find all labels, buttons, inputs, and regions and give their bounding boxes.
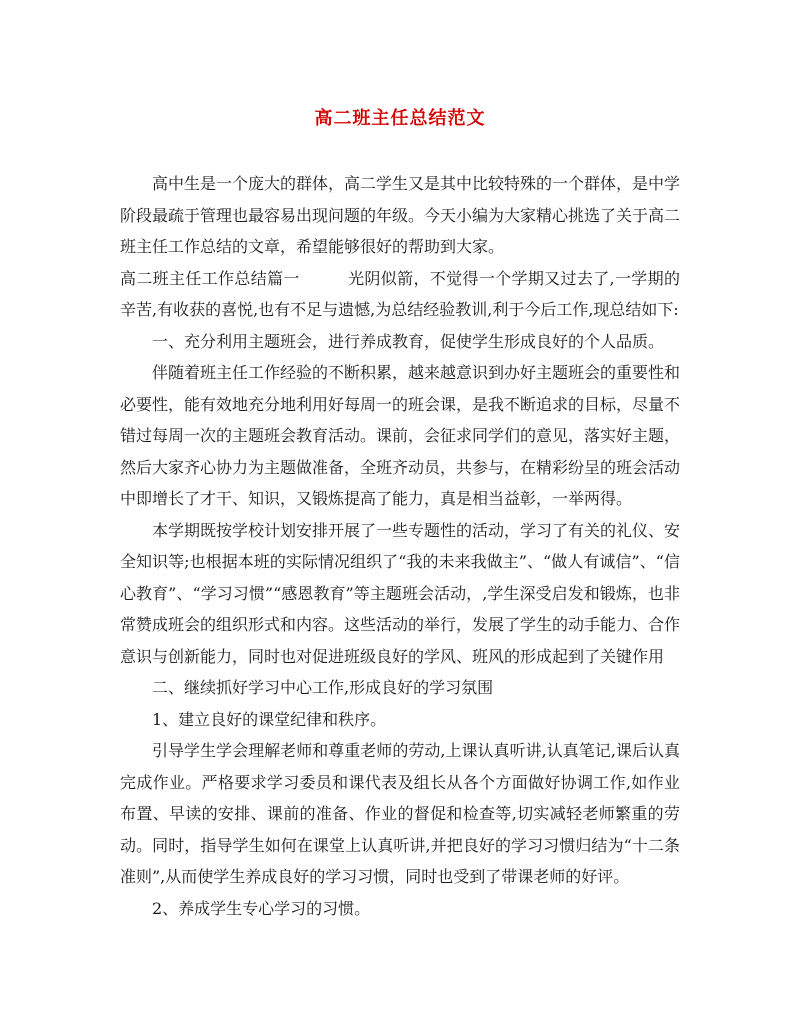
document-title: 高二班主任总结范文	[314, 108, 486, 129]
sub-point-two-heading: 2、养成学生专心学习的习惯。	[152, 898, 371, 918]
section-heading: 高二班主任工作总结篇一	[120, 268, 300, 288]
document-body	[120, 168, 680, 924]
point-one-paragraph-1: 伴随着班主任工作经验的不断积累，越来越意识到办好主题班会的重要性和必要性，能有效地充分地利用好每周一的班会课，是我不断追求的目标，尽量不错过每周一次的主题班会教育活动。课前，会征求同学们的意见，落实好主题，然后大家齐心协力为主题做准备，全班齐动员，共参与，在精彩纷呈的班会活动中即增长了才干、知识，又锻炼提高了能力，真是相当益彰，一举两得。	[120, 363, 681, 508]
section-opening-paragraph	[120, 263, 680, 326]
sub-point-one-heading: 1、建立良好的课堂纪律和秩序。	[152, 709, 387, 729]
point-one-paragraph-2: 本学期既按学校计划安排开展了一些专题性的活动，学习了有关的礼仪、安全知识等;也根据本班的实际情况组织了“我的未来我做主”、“做人有诚信”、“信心教育”、“学习习惯”“感恩教育”等主题班会活动，,学生深受启发和锻炼，也非常赞成班会的组织形式和内容。这些活动的举行，发展了学生的动手能力、合作意识与创新能力，同时也对促进班级良好的学风、班风的形成起到了关键作用	[120, 520, 681, 666]
point-two-heading: 二、继续抓好学习中心工作,形成良好的学习氛围	[152, 678, 494, 697]
sub-point-one-paragraph: 引导学生学会理解老师和尊重老师的劳动,上课认真听讲,认真笔记,课后认真完成作业。严格要求学习委员和课代表及组长从各个方面做好协调工作,如作业布置、早读的安排、课前的准备、作业的督促和检查等,切实减轻老师繁重的劳动。同时，指导学生如何在课堂上认真听讲,并把良好的学习习惯归结为“十二条准则”,从而使学生养成良好的学习习惯，同时也受到了带课老师的好评。	[120, 741, 680, 886]
section-opening-text: 光阴似箭，不觉得一个学期又过去了,一学期的辛苦,有收获的喜悦,也有不足与遗憾,为总结经验教训,利于今后工作,现总结如下:	[120, 268, 680, 319]
point-one-heading: 一、充分利用主题班会，进行养成教育，促使学生形成良好的个人品质。	[152, 331, 665, 351]
intro-paragraph: 高中生是一个庞大的群体，高二学生又是其中比较特殊的一个群体，是中学阶段最疏于管理也最容易出现问题的年级。今天小编为大家精心挑选了关于高二班主任工作总结的文章，希望能够很好的帮助到大家。	[120, 174, 681, 256]
